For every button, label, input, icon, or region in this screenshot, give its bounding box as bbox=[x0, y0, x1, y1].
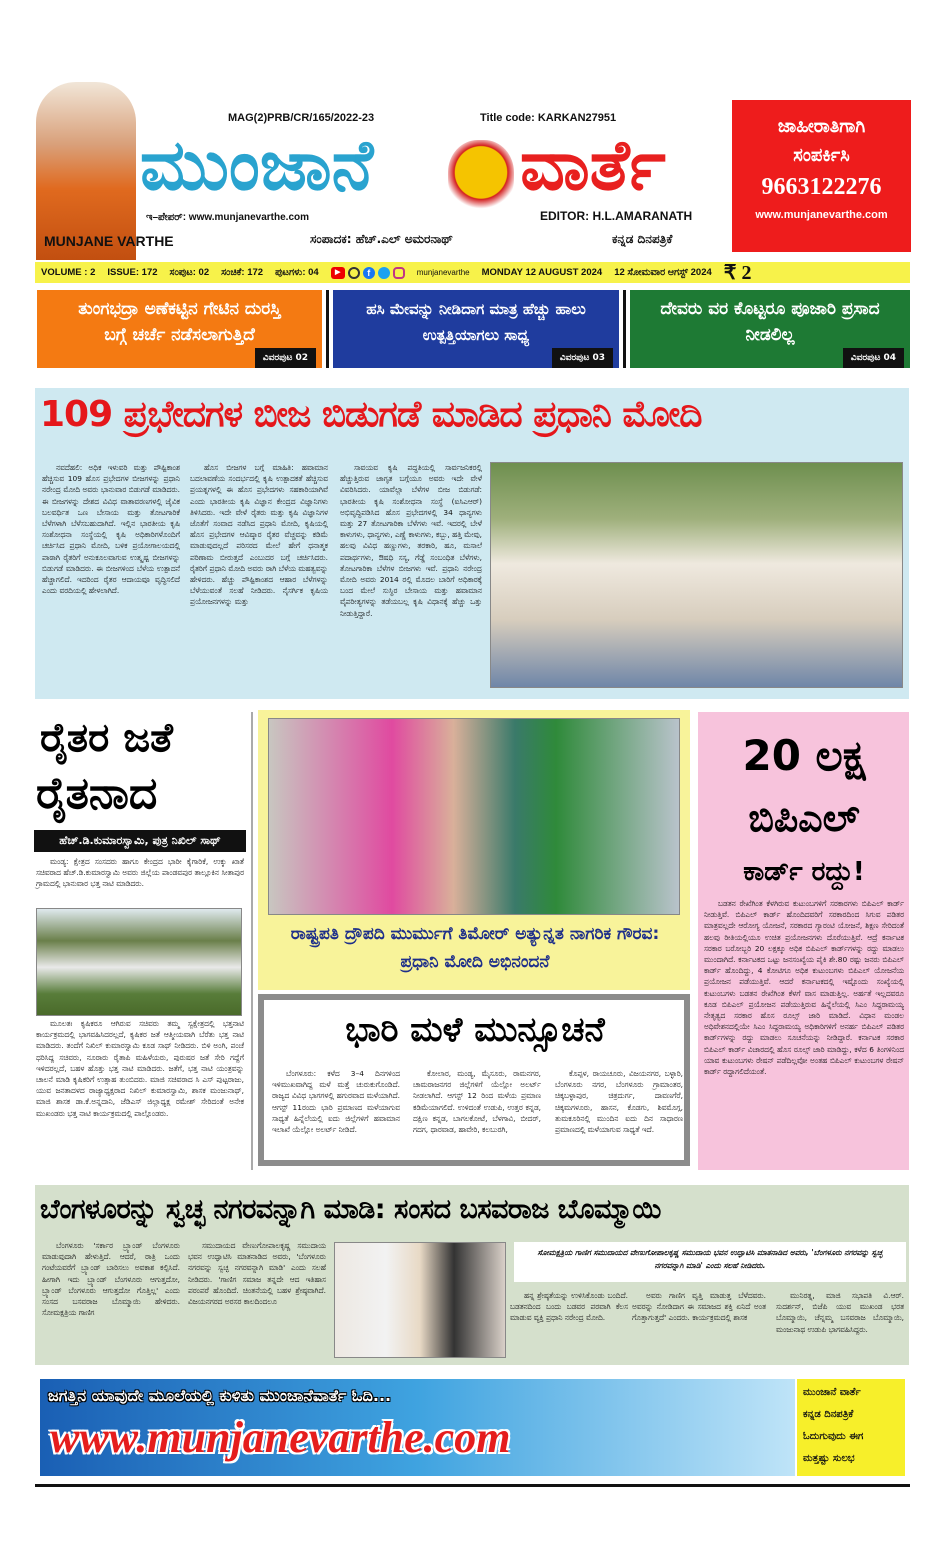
teaser-tungabhadra[interactable] bbox=[37, 290, 322, 368]
footer-rule bbox=[35, 1484, 910, 1487]
side-line: ಕನ್ನಡ ದಿನಪತ್ರಿಕೆ bbox=[803, 1409, 854, 1420]
instagram-icon[interactable] bbox=[393, 267, 405, 279]
teaser-text: ದೇವರು ವರ ಕೊಟ್ಟರೂ ಪೂಜಾರಿ ಪ್ರಸಾದ ನೀಡಲಿಲ್ಲ bbox=[660, 299, 880, 345]
teaser-fodder-milk[interactable] bbox=[333, 290, 619, 368]
bengaluru-column-4: ಅವರು ಗಾಣಿಗ ವೃತ್ತಿ ಮಾಡುತ್ತ ಬೆಳೆದವರು. ಅವರನ್ನು ನೋಡಿದಾಗ ಈ ಸಮಾಜದ ಶಕ್ತಿ ಏನಿದೆ ಅಂತ ಗೊತ್ತಾಗುತ್ತದೆ' ಎಂದರು. ಕಾರ್ಯಕ್ರಮದಲ್ಲಿ ಶಾಸಕ bbox=[632, 1291, 766, 1323]
issue: ISSUE: 172 bbox=[107, 267, 158, 278]
brand-name-en: MUNJANE VARTHE bbox=[44, 233, 174, 249]
bengaluru-photo-caption: ಸೋಮಕ್ಷತ್ರಿಯ ಗಾಣಿಗ ಸಮುದಾಯದ ವೇಣುಗೋಪಾಲಕೃಷ್ಣ ಸಮುದಾಯ ಭವನ ಉದ್ಘಾಟಿಸಿ ಮಾತನಾಡಿದ ಅವರು, 'ಬೆಂಗಳೂರು ನಗರವನ್ನು ಸ್ವಚ್ಛ ನಗರವನ್ನಾಗಿ ಮಾಡಿ' ಎಂದು ಸಲಹೆ ನೀಡಿದರು. bbox=[514, 1242, 906, 1282]
samputa: ಸಂಪುಟ: 02 bbox=[169, 267, 210, 278]
teaser-divider bbox=[326, 290, 329, 368]
facebook-icon[interactable]: f bbox=[363, 267, 375, 279]
farmers-intro: ಮಂಡ್ಯ: ಕ್ಷೇತ್ರದ ಸಂಸದರು ಹಾಗೂ ಕೇಂದ್ರದ ಭಾರೀ ಕೈಗಾರಿಕೆ, ಉಕ್ಕು ಖಾತೆ ಸಚಿವರಾದ ಹೆಚ್.ಡಿ.ಕುಮಾರಸ್ವಾಮಿ ಅವರು ಜಿಲ್ಲೆಯ ಪಾಂಡವಪುರ ತಾಲ್ಲೂಕಿನ ಸೀತಾಪುರ ಗ್ರಾಮದಲ್ಲಿ ಭಾನುವಾರ ಭತ್ತ ನಾಟಿ ಮಾಡಿದರು. bbox=[36, 857, 244, 889]
globe-icon[interactable] bbox=[348, 267, 360, 279]
paper-type: ಕನ್ನಡ ದಿನಪತ್ರಿಕೆ bbox=[612, 232, 673, 246]
lead-headline[interactable]: 109 ಪ್ರಭೇದಗಳ ಬೀಜ ಬಿಡುಗಡೆ ಮಾಡಿದ ಪ್ರಧಾನಿ ಮೋದಿ bbox=[40, 394, 702, 435]
bpl-body: ಬಡತನ ರೇಖೆಗಿಂತ ಕೆಳಗಿರುವ ಕುಟುಂಬಗಳಿಗೆ ಸರಕಾರಗಳು ಬಿಪಿಎಲ್ ಕಾರ್ಡ್ ನೀಡುತ್ತಿವೆ. ಬಿಪಿಎಲ್ ಕಾರ್ಡ್ ಹೊಂದಿದವರಿಗೆ ಸರಕಾರದಿಂದ ಸಿಗುವ ಪಡಿತರ ಮಾತ್ರವಲ್ಲದೇ ಆರೋಗ್ಯ ಯೋಜನೆ, ಸರಕಾರದ ಗ್ಯಾರಂಟಿ ಯೋಜನೆ, ಶಿಕ್ಷಣ ಸೇರಿದಂತೆ ಹಲವು ರೀತಿಯಲ್ಲಿಯೂ ಉಚಿತ ಪ್ರಯೋಜನಗಳು ದೊರೆಯುತ್ತಿವೆ. ಆದ್ರೆ ಕರ್ನಾಟಕ ಸರಕಾರ ಬರೋಬ್ಬರಿ 20 ಲಕ್ಷಕ್ಕೂ ಅಧಿಕ ಬಿಪಿಎಲ್ ಕಾರ್ಡ್‌ಗಳನ್ನು ರದ್ದು ಮಾಡಲು ಮುಂದಾಗಿದೆ. ಕರ್ನಾಟಕದ ಒಟ್ಟು ಜನಸಂಖ್ಯೆಯ ಪೈಕಿ ಶೇ.80 ರಷ್ಟು ಜನರು ಬಿಪಿಎಲ್ ಕಾರ್ಡ್ ಹೊಂದಿದ್ದು, 4 ಕೋಟಿಗೂ ಅಧಿಕ ಕುಟುಂಬಗಳು ಬಿಪಿಎಲ್ ಯೋಜನೆಯ ಪ್ರಯೋಜನ ಪಡೆಯುತ್ತಿವೆ. ಆದರೆ ಕರ್ನಾಟಕದಲ್ಲಿ ಇಷ್ಟೊಂದು ಸಂಖ್ಯೆಯಲ್ಲಿ ಕುಟುಂಬಗಳು ಬಡತನ ರೇಖೆಗಿಂತ ಕೆಳಗೆ ವಾಸ ಮಾಡುತ್ತಿಲ್ಲ. ಅರ್ಹತೆ ಇಲ್ಲದವರೂ ಕೂಡ ಬಿಪಿಎಲ್ ಪ್ರಯೋಜನ ಪಡೆಯುತ್ತಿರುವ ಹಿನ್ನೆಲೆಯಲ್ಲಿ ಸಿಎಂ ಸಿದ್ದರಾಮಯ್ಯ ನೇತೃತ್ವದ ಸರಕಾರ ಹೊಸ ರೂಲ್ಸ್ ಜಾರಿ ಮಾಡಿದೆ. ವಿಧಾನ ಮಂಡಲ ಅಧಿವೇಶನದಲ್ಲಿಯೇ ಸಿಎಂ ಸಿದ್ದರಾಮಯ್ಯ ಅಧಿಕಾರಿಗಳಿಗೆ ಅನರ್ಹ ಬಿಪಿಎಲ್ ಪಡಿತರ ಕಾರ್ಡ್‌ಗಳನ್ನು ರದ್ದು ಮಾಡಲು ಸೂಚನೆಯನ್ನು ನೀಡಿದ್ದಾರೆ. ಕರ್ನಾಟಕ ಸರಕಾರ ಬಿಪಿಎಲ್ ಕಾರ್ಡ್ ವಿಚಾರದಲ್ಲಿ ಹೊಸ ರೂಲ್ಸ್ ಜಾರಿ ಮಾಡಿದ್ದು, ಕಳೆದ 6 ತಿಂಗಳಿನಿಂದ ಯಾವ ಕುಟುಂಬಗಳು ರೇಷನ್ ಪಡೆದಿಲ್ಲವೋ ಅಂತಹ ಬಿಪಿಎಲ್ ಕುಟುಂಬಗಳ ರೇಷನ್ ಕಾರ್ಡ್ ರದ್ದಾಗಲಿದೆಯಂತೆ. bbox=[704, 899, 904, 1077]
editor-en: EDITOR: H.L.AMARANATH bbox=[540, 209, 693, 223]
banner-side-box bbox=[797, 1379, 905, 1476]
bengaluru-column-1: ಬೆಂಗಳೂರು 'ಸರ್ಕಾರ ಬ್ರ್ಯಾಂಡ್ ಬೆಂಗಳೂರು ಮಾಡುವುದಾಗಿ ಹೇಳುತ್ತಿದೆ. ಆದರೆ, ರಾತ್ರಿ ಒಂದು ಗಂಟೆಯವರೆಗೆ ಬ್ರ್ಯಾಂಡ್ ಬಾರಿಸಲು ಅವಕಾಶ ಕಲ್ಪಿಸಿದೆ. ಹೀಗಾಗಿ ಇದು ಬ್ರ್ಯಾಂಡ್ ಬೆಂಗಳೂರು ಆಗುತ್ತದೋ, ಬ್ರ್ಯಾಂಡ್ ಬೆಂಗಳೂರು ಆಗುತ್ತದೋ ಗೊತ್ತಿಲ್ಲ' ಎಂದು ಸಂಸದ ಬಸವರಾಜ ಬೊಮ್ಮಾಯಿ ಹೇಳಿದರು. ಸೋಮಕ್ಷತ್ರಿಯ ಗಾಣಿಗ bbox=[42, 1241, 180, 1318]
rain-column-2: ಕೋಲಾರ, ಮಂಡ್ಯ, ಮೈಸೂರು, ರಾಮನಗರ, ಚಾಮರಾಜನಗರ ಜಿಲ್ಲೆಗಳಿಗೆ ಯೆಲ್ಲೋ ಅಲರ್ಟ್ ನೀಡಲಾಗಿದೆ. ಆಗಸ್ಟ್ 12 ರಿಂದ ಮಳೆಯ ಪ್ರಮಾಣ ಕಡಿಮೆಯಾಗಲಿದೆ. ಉಳಿದಂತೆ ಉಡುಪಿ, ಉತ್ತರ ಕನ್ನಡ, ದಕ್ಷಿಣ ಕನ್ನಡ, ಬಾಗಲಕೋಟೆ, ಬೆಳಗಾವಿ, ಬೀದರ್, ಗದಗ, ಧಾರವಾಡ, ಹಾವೇರಿ, ಕಲಬುರಗಿ, bbox=[413, 1069, 541, 1135]
date-kn: 12 ಸೋಮವಾರ ಆಗಸ್ಟ್ 2024 bbox=[614, 267, 712, 278]
rain-headline[interactable]: ಭಾರಿ ಮಳೆ ಮುನ್ಸೂಚನೆ bbox=[345, 1010, 605, 1050]
ad-website[interactable]: www.munjanevarthe.com bbox=[755, 209, 888, 221]
paddy-planting-photo bbox=[36, 908, 242, 1016]
ad-phone[interactable]: 9663122276 bbox=[761, 174, 882, 200]
teaser-priest[interactable] bbox=[630, 290, 910, 368]
advertise-contact-box bbox=[732, 100, 911, 252]
ad-line-2: ಸಂಪರ್ಕಿಸಿ bbox=[793, 145, 850, 166]
sanchike: ಸಂಚಿಕೆ: 172 bbox=[221, 267, 264, 278]
banner-url[interactable]: www.munjanevarthe.com bbox=[50, 1413, 511, 1462]
modi-farmers-photo bbox=[490, 462, 903, 688]
lead-column-1: ನವದೆಹಲಿ: ಅಧಿಕ ಇಳುವರಿ ಮತ್ತು ಪೌಷ್ಟಿಕಾಂಶ ಹೆಚ್ಚಿಸುವ 109 ಹೊಸ ಪ್ರಭೇದಗಳ ಬೀಜಗಳನ್ನು ಪ್ರಧಾನಿ ನರೇಂದ್ರ ಮೋದಿ ಅವರು ಭಾನುವಾರ ಬಿಡುಗಡೆ ಮಾಡಿದರು. ಈ ಬೀಜಗಳನ್ನು ದೇಶದ ವಿವಿಧ ವಾತಾವರಣಗಳಲ್ಲಿ ಜೈವಿಕ ಬಲವರ್ಧಿತ ಒಣ ಬೇಸಾಯ ಮತ್ತು ತೋಟಗಾರಿಕೆ ಬೆಳೆಗಳಾಗಿ ಬೆಳೆಸಬಹುದಾಗಿದೆ. ಇಲ್ಲಿನ ಭಾರತೀಯ ಕೃಷಿ ಸಂಶೋಧನಾ ಸಂಸ್ಥೆಯಲ್ಲಿ ಕೃಷಿ ಅಧಿಕಾರಿಗಳೊಂದಿಗೆ ಚರ್ಚಿಸಿದ ಪ್ರಧಾನಿ ಮೋದಿ, ಬಳಿಕ ಪ್ರಯೋಗಾಲಯದಲ್ಲಿ ಪಾಠಾಗಿ ರೈತರಿಗೆ ಅನುಕೂಲವಾಗುವ ಉತ್ಕೃಷ್ಟ ಬೀಜಗಳನ್ನು ಬಿಡುಗಡೆ ಮಾಡಿದರು. ಈ ಬೀಜಗಳಿಂದ ಬೆಳೆಯ ಉತ್ಪಾದನೆ ಹೆಚ್ಚಾಗಲಿದೆ. ಇದರಿಂದ ರೈತರ ಆದಾಯವೂ ವೃದ್ಧಿಸಲಿದೆ ಎಂದು ವರದಿಯಲ್ಲಿ ಹೇಳಲಾಗಿದೆ. bbox=[42, 463, 180, 596]
masthead-logo-part1: ಮುಂಜಾನೆ bbox=[140, 124, 374, 206]
president-murmu-photo bbox=[268, 718, 680, 915]
teaser-page-ref: ವಿವರಪುಟ 03 bbox=[552, 348, 613, 368]
bengaluru-column-5: ಮುನಿರತ್ನ, ಮಾಜಿ ಸಭಾಪತಿ ವಿ.ಆರ್. ಸುದರ್ಶನ್, ಬಿಜೆಪಿ ಯುವ ಮುಖಂಡ ಭರತ ಬೊಮ್ಮಾಯಿ, ಚೆನ್ನಮ್ಮ ಬಸವರಾಜ ಬೊಮ್ಮಾಯಿ, ಮಂಜುನಾಥ ಉಡುಪಿ ಭಾಗವಹಿಸಿದ್ದರು. bbox=[776, 1291, 904, 1334]
farmers-subhead: ಹೆಚ್.ಡಿ.ಕುಮಾರಸ್ವಾಮಿ, ಪುತ್ರ ನಿಖಿಲ್ ಸಾಥ್ bbox=[34, 830, 246, 852]
bengaluru-column-3: ಹನ್ನ ಶ್ರೇಷ್ಠತೆಯನ್ನು ಉಳಿಸಿಕೊಂಡು ಬಂದಿದೆ. ಬಡತನದಿಂದ ಬಂದು ಬಡವರ ಪರವಾಗಿ ಕೆಲಸ ಮಾಡುವ ವ್ಯಕ್ತಿ ಪ್ರಧಾನಿ ನರೇಂದ್ರ ಮೋದಿ. bbox=[510, 1291, 628, 1323]
registration-number: MAG(2)PRB/CR/165/2022-23 bbox=[228, 112, 375, 124]
farmers-headline-2[interactable]: ರೈತನಾದ bbox=[36, 768, 158, 819]
bpl-headline-2[interactable]: ಬಿಪಿಎಲ್ bbox=[748, 796, 860, 840]
side-line: ಮತ್ತಷ್ಟು ಸುಲಭ bbox=[803, 1453, 855, 1464]
side-line: ಮುಂಜಾನೆ ವಾರ್ತೆ bbox=[803, 1387, 861, 1398]
social-handle: munjanevarthe bbox=[416, 268, 470, 277]
youtube-icon[interactable]: ▶ bbox=[331, 267, 345, 279]
farmers-headline-1[interactable]: ರೈತರ ಜತೆ bbox=[40, 715, 173, 761]
community-hall-inauguration-photo bbox=[334, 1242, 506, 1358]
banner-tagline: ಜಗತ್ತಿನ ಯಾವುದೇ ಮೂಲೆಯಲ್ಲಿ ಕುಳಿತು ಮುಂಜಾನೆವಾರ್ತೆ ಓದಿ... bbox=[48, 1386, 392, 1405]
bengaluru-headline[interactable]: ಬೆಂಗಳೂರನ್ನು ಸ್ವಚ್ಛ ನಗರವನ್ನಾಗಿ ಮಾಡಿ: ಸಂಸದ ಬಸವರಾಜ ಬೊಮ್ಮಾಯಿ bbox=[40, 1194, 661, 1225]
teaser-page-ref: ವಿವರಪುಟ 04 bbox=[843, 348, 904, 368]
epaper-link[interactable]: ಇ–ಪೇಪರ್: www.munjanevarthe.com bbox=[146, 212, 310, 223]
bpl-headline-1[interactable]: 20 ಲಕ್ಷ bbox=[742, 731, 866, 780]
pages: ಪುಟಗಳು: 04 bbox=[275, 267, 319, 278]
column-divider bbox=[251, 712, 253, 1170]
lead-column-2: ಹೊಸ ಬೀಜಗಳ ಬಗ್ಗೆ ಮಾಹಿತಿ: ಹವಾಮಾನ ಬದಲಾವಣೆಯ ಸಂದರ್ಭದಲ್ಲಿ ಕೃಷಿ ಉತ್ಪಾದಕತೆ ಹೆಚ್ಚಿಸುವ ಪ್ರಯತ್ನಗಳಲ್ಲಿ ಈ ಹೊಸ ಪ್ರಭೇದಗಳು ಸಹಕಾರಿಯಾಗಿವೆ ಎಂದು ಭಾರತೀಯ ಕೃಷಿ ವಿಜ್ಞಾನ ಕೇಂದ್ರದ ವಿಜ್ಞಾನಿಗಳು ತಿಳಿಸಿದರು. ಇದೇ ವೇಳೆ ರೈತರು ಮತ್ತು ಕೃಷಿ ವಿಜ್ಞಾನಿಗಳ ಜೊತೆಗೆ ಸಂವಾದ ನಡೆಸಿದ ಪ್ರಧಾನಿ ಮೋದಿ, ಕೃಷಿಯಲ್ಲಿ ಹೊಸ ಪ್ರಭೇದಗಳ ಆವಿಷ್ಕಾರ ರೈತರ ವೆಚ್ಚವನ್ನು ಕಡಿಮೆ ಮಾಡುವುದಲ್ಲದೆ ಪರಿಸರದ ಮೇಲೆ ಹೇಗೆ ಧನಾತ್ಮಕ ಪರಿಣಾಮ ಬೀರುತ್ತದೆ ಎಂಬುದರ ಬಗ್ಗೆ ಚರ್ಚಿಸಿದರು. ರೈತರಿಗೆ ಪ್ರಧಾನಿ ಮೋದಿ ಅವರು ರಾಗಿ ಬೆಳೆಯ ಮಹತ್ವವನ್ನು ಹೇಳಿದರು. ಹೆಚ್ಚು ಪೌಷ್ಟಿಕಾಂಶದ ಆಹಾರ ಬೆಳೆಗಳನ್ನು ಬೆಳೆಯುವಂತೆ ಸಲಹೆ ನೀಡಿದರು. ನೈಸರ್ಗಿಕ ಕೃಷಿಯ ಪ್ರಯೋಜನಗಳನ್ನು ಮತ್ತು bbox=[190, 463, 328, 607]
ad-line-1: ಜಾಹೀರಾತಿಗಾಗಿ bbox=[777, 116, 866, 137]
teaser-text: ಹಸಿ ಮೇವನ್ನು ನೀಡಿದಾಗ ಮಾತ್ರ ಹೆಚ್ಚು ಹಾಲು ಉತ್ಪತ್ತಿಯಾಗಲು ಸಾಧ್ಯ bbox=[366, 300, 586, 344]
president-caption[interactable]: ರಾಷ್ಟ್ರಪತಿ ದ್ರೌಪದಿ ಮುರ್ಮುಗೆ ತಿಮೋರ್ ಅತ್ಯುನ್ನತ ನಾಗರಿಕ ಗೌರವ: ಪ್ರಧಾನಿ ಮೋದಿ ಅಭಿನಂದನೆ bbox=[290, 924, 660, 972]
price: ₹ 2 bbox=[723, 262, 752, 284]
bpl-headline-3[interactable]: ಕಾರ್ಡ್ ರದ್ದು! bbox=[743, 857, 865, 887]
teaser-text: ತುಂಗಭದ್ರಾ ಅಣೆಕಟ್ಟಿನ ಗೇಟಿನ ದುರಸ್ತಿ ಬಗ್ಗೆ ಚರ್ಚೆ ನಡೆಸಲಾಗುತ್ತಿದೆ bbox=[78, 299, 281, 345]
lead-column-3: ಸಾವಯವ ಕೃಷಿ ಪದ್ಧತಿಯಲ್ಲಿ ಸಾರ್ವಜನಿಕರಲ್ಲಿ ಹೆಚ್ಚುತ್ತಿರುವ ಜಾಗೃತ ಬಗ್ಗೆಯೂ ಅವರು ಇದೇ ವೇಳೆ ವಿವರಿಸಿದರು. ಯಾವೆಲ್ಲಾ ಬೆಳೆಗಳ ಬೀಜ ಬಿಡುಗಡೆ: ಭಾರತೀಯ ಕೃಷಿ ಸಂಶೋಧನಾ ಸಂಸ್ಥೆ (ಐಸಿಎಆರ್) ಅಭಿವೃದ್ಧಿಪಡಿಸಿದ ಹೊಸ ಪ್ರಭೇದಗಳಲ್ಲಿ 34 ಧಾನ್ಯಗಳು ಮತ್ತು 27 ತೋಟಗಾರಿಕಾ ಬೆಳೆಗಳು ಇವೆ. ಇದರಲ್ಲಿ ಬೇಳೆ ಕಾಳುಗಳು, ಧಾನ್ಯಗಳು, ಎಣ್ಣೆ ಕಾಳುಗಳು, ಕಬ್ಬು, ಹತ್ತಿ ಮೇವು, ಹಲವು ವಿವಿಧ ಹಣ್ಣುಗಳು, ತರಕಾರಿ, ಹೂ, ಮಸಾಲೆ ಪದಾರ್ಥಗಳು, ಔಷಧಿ ಸಸ್ಯ, ಗೆಡ್ಡೆ ಸಂಬಂಧಿತ ಬೆಳೆಗಳು, ತೋಟಗಾರಿಕಾ ಬೆಳೆಗಳ ಬೀಜಗಳು ಇವೆ. ಪ್ರಧಾನಿ ನರೇಂದ್ರ ಮೋದಿ ಅವರು 2014 ರಲ್ಲಿ ಮೊದಲ ಬಾರಿಗೆ ಅಧಿಕಾರಕ್ಕೆ ಬಂದ ಮೇಲೆ ಸುಸ್ಥಿರ ಬೇಸಾಯ ಮತ್ತು ಹವಾಮಾನ ವೈಪರೀತ್ಯಗಳನ್ನು ತಡೆಯಬಲ್ಲ ಕೃಷಿ ವಿಧಾನಕ್ಕೆ ಹೆಚ್ಚು ಒತ್ತು ನೀಡುತ್ತಿದ್ದಾರೆ. bbox=[340, 463, 482, 618]
teaser-divider bbox=[623, 290, 626, 368]
date-en: MONDAY 12 AUGUST 2024 bbox=[481, 267, 603, 278]
masthead-logo-part2: ವಾರ್ತೆ bbox=[520, 124, 666, 206]
teaser-page-ref: ವಿವರಪುಟ 02 bbox=[255, 348, 316, 368]
karnataka-map-emblem bbox=[448, 140, 514, 212]
farmers-body: ಮೂಲತಃ ಕೃಷಿಕರೂ ಆಗಿರುವ ಸಚಿವರು ತಮ್ಮ ಸ್ವಕ್ಷೇತ್ರದಲ್ಲಿ ಭತ್ತನಾಟಿ ಕಾರ್ಯಕ್ರಮದಲ್ಲಿ ಭಾಗವಹಿಸಿದರಲ್ಲದೆ, ಕೃಷಿಕರ ಜತೆ ಆತ್ಮೀಯವಾಗಿ ಬೆರೆತು ಭತ್ತ ನಾಟಿ ಮಾಡಿದರು. ತಂದೆಗೆ ನಿಖಿಲ್ ಕುಮಾರಸ್ವಾಮಿ ಕೂಡ ಸಾಥ್ ನೀಡಿದರು. ಬಿಳಿ ಅಂಗಿ, ಪಂಚೆ ಧರಿಸಿದ್ದ ಸಚಿವರು, ನೂರಾರು ರೈತಾಪಿ ಮಹಿಳೆಯರು, ಪುರುಷರ ಜತೆ ಸೇರಿ ಗದ್ದೆಗೆ ಇಳಿದರಲ್ಲದೆ, ಬಹಳ ಹೊತ್ತು ಭತ್ತ ನಾಟಿ ಮಾಡಿದರು. ಜತೆಗೆ, ಭತ್ತ ನಾಟಿ ಯಂತ್ರವನ್ನು ಚಾಲನೆ ಮಾಡಿ ಕೃಷಿಕರಿಗೆ ಉತ್ಸಾಹ ತುಂಬಿದರು. ಮಾಜಿ ಸಚಿವರಾದ ಸಿ ಎಸ್ ಪುಟ್ಟರಾಜು, ಯುವ ಜನತಾದಳದ ರಾಜ್ಯಾಧ್ಯಕ್ಷರಾದ ನಿಖಿಲ್ ಕುಮಾರಸ್ವಾಮಿ, ಶಾಸಕ ಮಂಜುನಾಥ್, ಮಾಜಿ ಶಾಸಕ ಡಾ.ಕೆ.ಅನ್ನದಾನಿ, ಜೆಡಿಎಸ್ ಜಿಲ್ಲಾಧ್ಯಕ್ಷ ರಮೇಶ್ ಸೇರಿದಂತೆ ಅನೇಕ ಮುಖಂಡರು ಭತ್ತ ನಾಟಿ ಕಾರ್ಯಕ್ರಮದಲ್ಲಿ ಪಾಲ್ಗೊಂಡರು. bbox=[36, 1019, 244, 1118]
twitter-icon[interactable] bbox=[378, 267, 390, 279]
bengaluru-column-2: ಸಮುದಾಯದ ವೇಣುಗೋಪಾಲಕೃಷ್ಣ ಸಮುದಾಯ ಭವನ ಉದ್ಘಾಟಿಸಿ ಮಾತನಾಡಿದ ಅವರು, 'ಬೆಂಗಳೂರು ನಗರವನ್ನು ಸ್ವಚ್ಛ ನಗರವನ್ನಾಗಿ ಮಾಡಿ' ಎಂದು ಸಲಹೆ ನೀಡಿದರು. 'ಗಾಣಿಗ ಸಮಾಜ ತನ್ನದೇ ಆದ ಇತಿಹಾಸ ಪರಂಪರೆ ಹೊಂದಿದೆ. ಚಿಂತನೆಯಲ್ಲಿ ಬಹಳ ಶ್ರೇಷ್ಠವಾಗಿದೆ. ವಿಜಯನಗರದ ಅರಸರ ಕಾಲದಿಂದಲೂ bbox=[188, 1241, 326, 1307]
issue-info-strip bbox=[35, 262, 910, 283]
side-line: ಓದುಗುವುದು ಈಗ bbox=[803, 1431, 864, 1442]
rain-column-1: ಬೆಂಗಳೂರು: ಕಳೆದ 3–4 ದಿನಗಳಿಂದ ಇಳಿಮುಖವಾಗಿದ್ದ ಮಳೆ ಮತ್ತೆ ಚುರುಕುಗೊಂಡಿದೆ. ರಾಜ್ಯದ ವಿವಿಧ ಭಾಗಗಳಲ್ಲಿ ಹಗುರವಾದ ಮಳೆಯಾಗಿದೆ. ಆಗಸ್ಟ್ 11ರಂದು ಭಾರಿ ಪ್ರಮಾಣದ ಮಳೆಯಾಗುವ ಸಾಧ್ಯತೆ ಹಿನ್ನೆಲೆಯಲ್ಲಿ ಐದು ಜಿಲ್ಲೆಗಳಿಗೆ ಹವಾಮಾನ ಇಲಾಖೆ ಯೆಲ್ಲೋ ಅಲರ್ಟ್ ನೀಡಿದೆ. bbox=[272, 1069, 400, 1135]
title-code: Title code: KARKAN27951 bbox=[480, 112, 617, 124]
editor-kn: ಸಂಪಾದಕ: ಹೆಚ್.ಎಲ್ ಅಮರನಾಥ್ bbox=[310, 232, 453, 246]
rain-column-3: ಕೊಪ್ಪಳ, ರಾಯಚೂರು, ವಿಜಯನಗರ, ಬಳ್ಳಾರಿ, ಬೆಂಗಳೂರು ನಗರ, ಬೆಂಗಳೂರು ಗ್ರಾಮಾಂತರ, ಚಿಕ್ಕಬಳ್ಳಾಪುರ, ಚಿತ್ರದುರ್ಗ, ದಾವಣಗೆರೆ, ಚಿಕ್ಕಮಗಳೂರು, ಹಾಸನ, ಕೊಡಗು, ಶಿವಮೊಗ್ಗ, ತುಮಕೂರಿನಲ್ಲಿ ಮುಂದಿನ ಐದು ದಿನ ಸಾಧಾರಣ ಪ್ರಮಾಣದಲ್ಲಿ ಮಳೆಯಾಗುವ ಸಾಧ್ಯತೆ ಇದೆ. bbox=[555, 1069, 683, 1135]
volume: VOLUME : 2 bbox=[41, 267, 96, 278]
